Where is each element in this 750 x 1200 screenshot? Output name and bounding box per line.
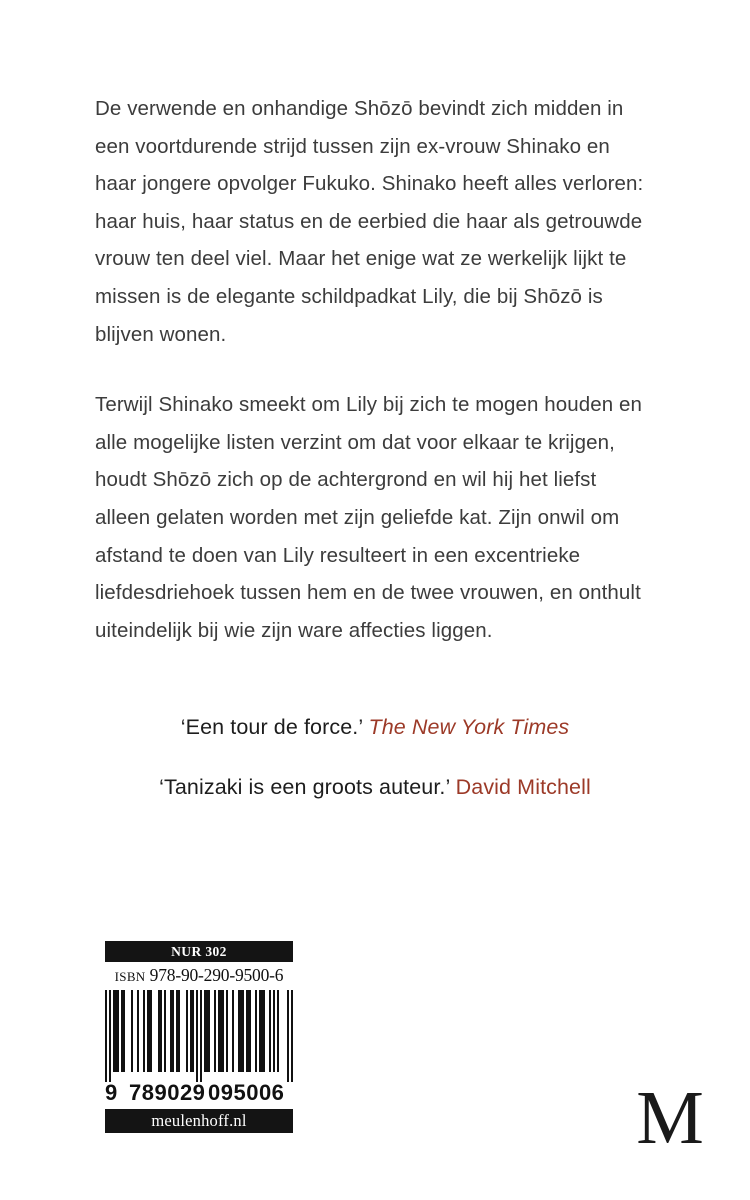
publisher-website-bar[interactable]: meulenhoff.nl — [105, 1109, 293, 1133]
barcode-bar — [158, 990, 162, 1072]
blurb-text-block — [95, 90, 655, 649]
barcode-bar — [131, 990, 133, 1072]
barcode-bar — [259, 990, 265, 1072]
barcode-bar — [273, 990, 275, 1072]
barcode-bar — [232, 990, 234, 1072]
barcode-bar — [218, 990, 224, 1072]
quote-line-1 — [0, 712, 750, 742]
quote-text-2: ‘Tanizaki is een groots auteur.’ — [159, 775, 450, 799]
barcode-bar — [238, 990, 244, 1072]
quote-line-2 — [0, 772, 750, 802]
publisher-logo-m: M — [636, 1076, 704, 1160]
ean-digit-left: 9 — [105, 1080, 118, 1105]
quote-text-1: ‘Een tour de force.’ — [180, 715, 363, 739]
isbn-label: ISBN — [114, 969, 146, 984]
barcode-bar — [170, 990, 174, 1072]
barcode-bar — [226, 990, 228, 1072]
blurb-paragraph-1: De verwende en onhandige Shōzō bevindt zich midden in een voortdurende strijd tussen zijn ex-vrouw Shinako en haar jongere opvolger Fukuko. Shinako heeft alles verloren: haar huis, haar status en de eerbied die haar als getrouwde vrouw ten deel viel. Maar het enige wat ze werkelijk lijkt te missen is de elegante schildpadkat Lily, die bij Shōzō is blijven wonen. — [95, 97, 644, 346]
barcode-bar — [246, 990, 252, 1072]
barcode-bar — [137, 990, 139, 1072]
ean13-barcode-bars — [105, 990, 293, 1082]
quote-source-2: David Mitchell — [455, 775, 591, 799]
barcode-bar — [164, 990, 166, 1072]
barcode-bar — [204, 990, 210, 1072]
barcode-bar — [176, 990, 180, 1072]
ean13-digits — [105, 1080, 293, 1106]
barcode-bar — [287, 990, 289, 1082]
ean-digit-group-2: 095006 — [208, 1080, 285, 1105]
barcode-bar — [269, 990, 271, 1072]
barcode-bar — [105, 990, 107, 1082]
barcode-bar — [196, 990, 198, 1082]
barcode-bar — [214, 990, 216, 1072]
barcode-bar — [291, 990, 293, 1082]
barcode-bar — [109, 990, 111, 1082]
nur-code-bar: NUR 302 — [105, 941, 293, 962]
isbn-line — [105, 965, 293, 986]
barcode-bar — [277, 990, 279, 1072]
barcode-bar — [200, 990, 202, 1082]
barcode-bar — [147, 990, 153, 1072]
isbn-number: 978-90-290-9500-6 — [149, 965, 284, 985]
blurb-paragraph-2: Terwijl Shinako smeekt om Lily bij zich te mogen houden en alle mogelijke listen verzint om dat voor elkaar te krijgen, houdt Shōzō zich op de achtergrond en wil hij het liefst alleen gelaten worden met zijn geliefde kat. Zijn onwil om afstand te doen van Lily resulteert in een excentrieke liefdesdriehoek tussen hem en de twee vrouwen, en onthult uiteindelijk bij wie zijn ware affecties liggen. — [95, 393, 643, 642]
barcode-bar — [113, 990, 119, 1072]
barcode-block — [105, 941, 293, 1133]
press-quotes — [0, 712, 750, 802]
quote-source-1: The New York Times — [368, 715, 570, 739]
barcode-bar — [186, 990, 188, 1072]
barcode-bar — [143, 990, 145, 1072]
barcode-bar — [121, 990, 125, 1072]
ean-digit-group-1: 789029 — [129, 1080, 206, 1105]
barcode-bar — [190, 990, 194, 1072]
barcode-bar — [255, 990, 257, 1072]
